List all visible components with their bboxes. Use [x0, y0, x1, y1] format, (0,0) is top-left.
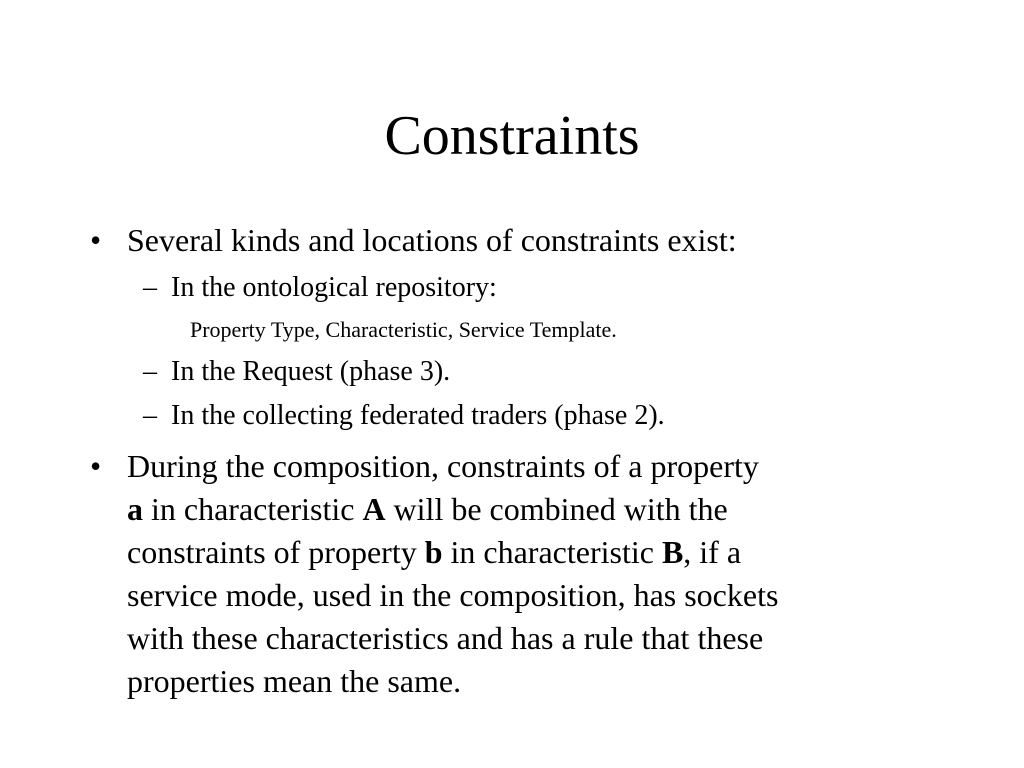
bullet-text: Several kinds and locations of constraints exist:: [127, 222, 737, 258]
bullet-text-fragment: in characteristic: [442, 534, 662, 570]
bullet-marker: •: [90, 222, 102, 258]
sub-bullet-text: In the ontological repository:: [171, 272, 497, 303]
slide-title: Constraints: [384, 105, 640, 167]
bullet-line: with these characteristics and has a rule that these: [127, 620, 764, 656]
bullet-text-fragment: , if a: [683, 534, 742, 570]
bullet-text-fragment: in characteristic: [143, 491, 363, 527]
sub-bullet-marker: –: [143, 400, 157, 431]
bullet-text-fragment: constraints of property: [127, 534, 425, 570]
characteristic-B: B: [661, 534, 684, 570]
bullet-line: [127, 531, 947, 574]
bullet-marker: •: [90, 448, 102, 484]
bullet-text: [127, 445, 947, 703]
property-a: a: [127, 491, 143, 527]
characteristic-A: A: [362, 491, 386, 527]
property-b: b: [424, 534, 443, 570]
sub-bullet-text: In the Request (phase 3).: [171, 356, 451, 387]
detail-text: Property Type, Characteristic, Service Template.: [190, 317, 617, 342]
bullet-text-fragment: will be combined with the: [385, 491, 728, 527]
bullet-line: properties mean the same.: [127, 663, 462, 699]
bullet-line: During the composition, constraints of a property: [127, 448, 759, 484]
sub-bullet-text: In the collecting federated traders (phase 2).: [171, 400, 665, 431]
sub-bullet-marker: –: [143, 356, 157, 387]
bullet-line: [127, 488, 947, 531]
sub-bullet-marker: –: [143, 272, 157, 303]
bullet-line: service mode, used in the composition, has sockets: [127, 577, 779, 613]
